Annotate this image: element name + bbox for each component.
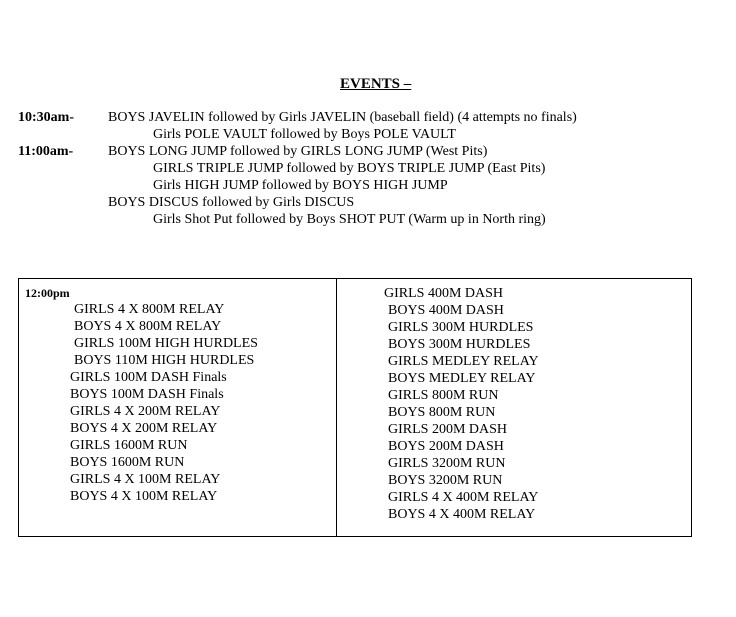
list-item: GIRLS 300M HURDLES [388,320,534,335]
list-item: GIRLS 4 X 800M RELAY [74,302,225,317]
event-line: Girls Shot Put followed by Boys SHOT PUT (Warm up in North ring) [153,212,546,227]
time-label-1030: 10:30am- [18,110,74,125]
list-item: BOYS 400M DASH [388,303,504,318]
list-item: GIRLS 4 X 200M RELAY [70,404,221,419]
list-item: BOYS 300M HURDLES [388,337,531,352]
table-divider [336,278,337,537]
list-item: GIRLS 800M RUN [388,388,499,403]
list-item: GIRLS MEDLEY RELAY [388,354,539,369]
list-item: BOYS 4 X 200M RELAY [70,421,218,436]
list-item: GIRLS 3200M RUN [388,456,506,471]
event-line: BOYS JAVELIN followed by Girls JAVELIN (baseball field) (4 attempts no finals) [108,110,577,125]
list-item: GIRLS 400M DASH [384,286,504,301]
list-item: BOYS 3200M RUN [388,473,503,488]
list-item: GIRLS 4 X 100M RELAY [70,472,221,487]
list-item: GIRLS 1600M RUN [70,438,188,453]
list-item: BOYS 100M DASH Finals [70,387,224,402]
list-item: BOYS 110M HIGH HURDLES [74,353,255,368]
list-item: BOYS MEDLEY RELAY [388,371,536,386]
event-line: BOYS LONG JUMP followed by GIRLS LONG JUMP (West Pits) [108,144,488,159]
list-item: GIRLS 4 X 400M RELAY [388,490,539,505]
list-item: BOYS 4 X 400M RELAY [388,507,536,522]
event-line: Girls HIGH JUMP followed by BOYS HIGH JUMP [153,178,448,193]
list-item: GIRLS 200M DASH [388,422,508,437]
track-time-label: 12:00pm [25,286,70,300]
list-item: BOYS 4 X 100M RELAY [70,489,218,504]
page-title: EVENTS – [340,76,412,92]
list-item: BOYS 1600M RUN [70,455,185,470]
list-item: BOYS 4 X 800M RELAY [74,319,222,334]
event-line: Girls POLE VAULT followed by Boys POLE VAULT [153,127,456,142]
list-item: BOYS 200M DASH [388,439,504,454]
list-item: GIRLS 100M DASH Finals [70,370,227,385]
list-item: GIRLS 100M HIGH HURDLES [74,336,258,351]
list-item: BOYS 800M RUN [388,405,496,420]
event-line: BOYS DISCUS followed by Girls DISCUS [108,195,355,210]
event-line: GIRLS TRIPLE JUMP followed by BOYS TRIPLE JUMP (East Pits) [153,161,546,176]
time-label-1100: 11:00am- [18,144,74,159]
track-left-column [70,301,258,505]
track-right-column [384,285,539,523]
